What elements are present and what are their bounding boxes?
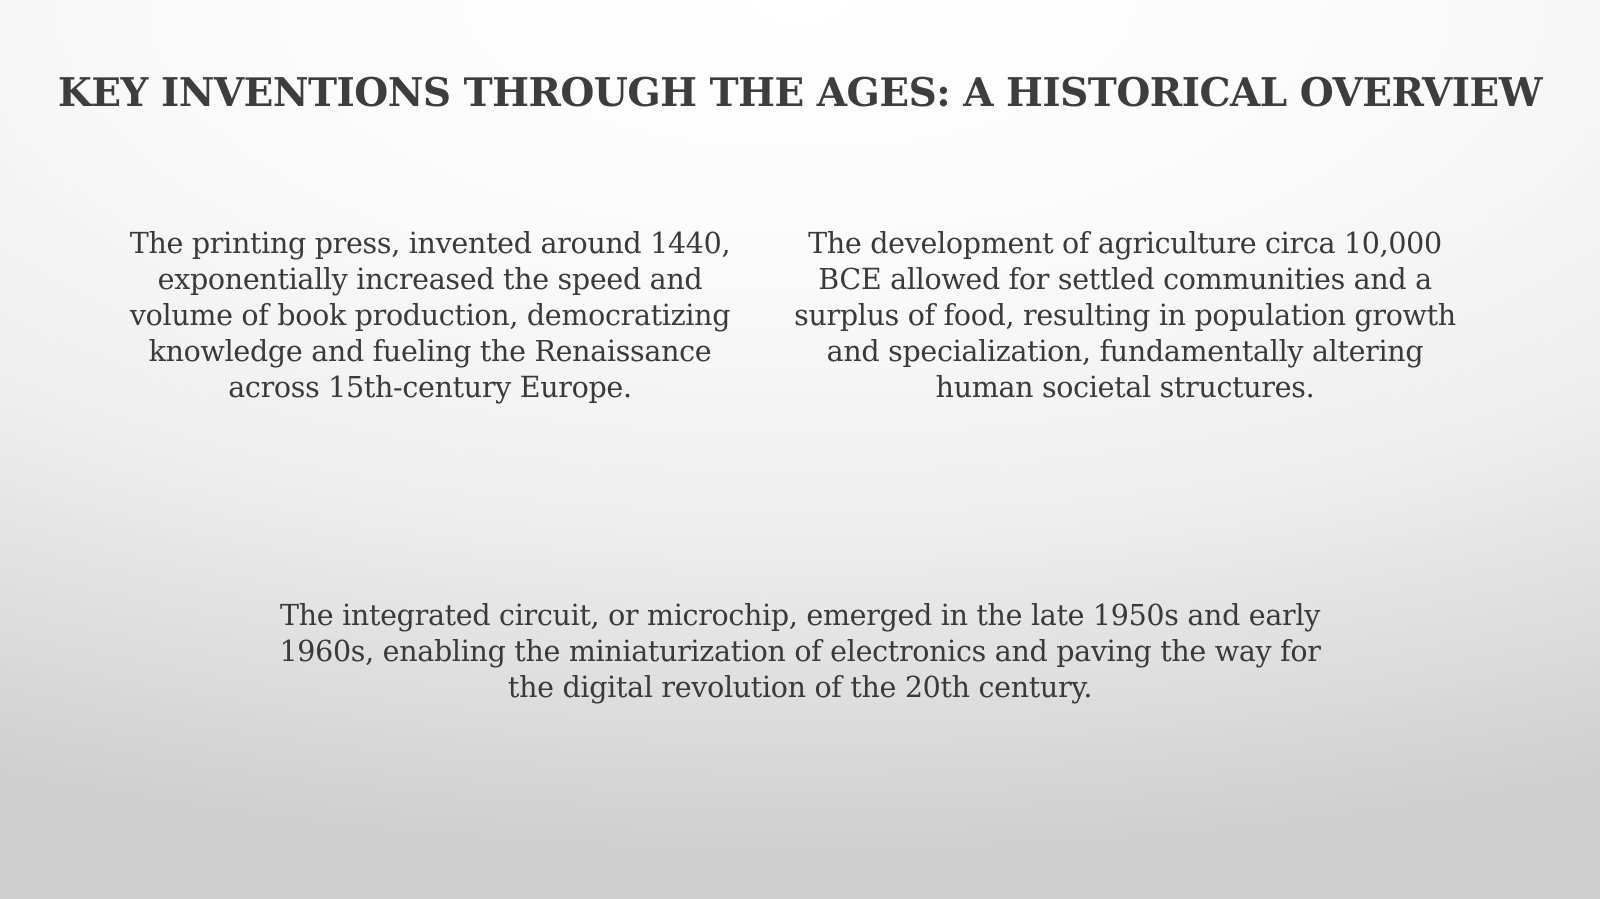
integrated-circuit-paragraph: The integrated circuit, or microchip, emerged in the late 1950s and early 1960s, enabling the miniaturization of electronics and paving the way for the digital revolution of the 20th century. — [279, 599, 1321, 704]
printing-press-paragraph: The printing press, invented around 1440, exponentially increased the speed and volume of book production, democratizing knowledge and fueling the Renaissance across 15th-century Europe. — [129, 227, 731, 404]
agriculture-paragraph: The development of agriculture circa 10,000 BCE allowed for settled communities and a surplus of food, resulting in population growth and specialization, fundamentally altering human societal structures. — [794, 227, 1456, 404]
slide-title: KEY INVENTIONS THROUGH THE AGES: A HISTORICAL OVERVIEW — [57, 70, 1543, 116]
